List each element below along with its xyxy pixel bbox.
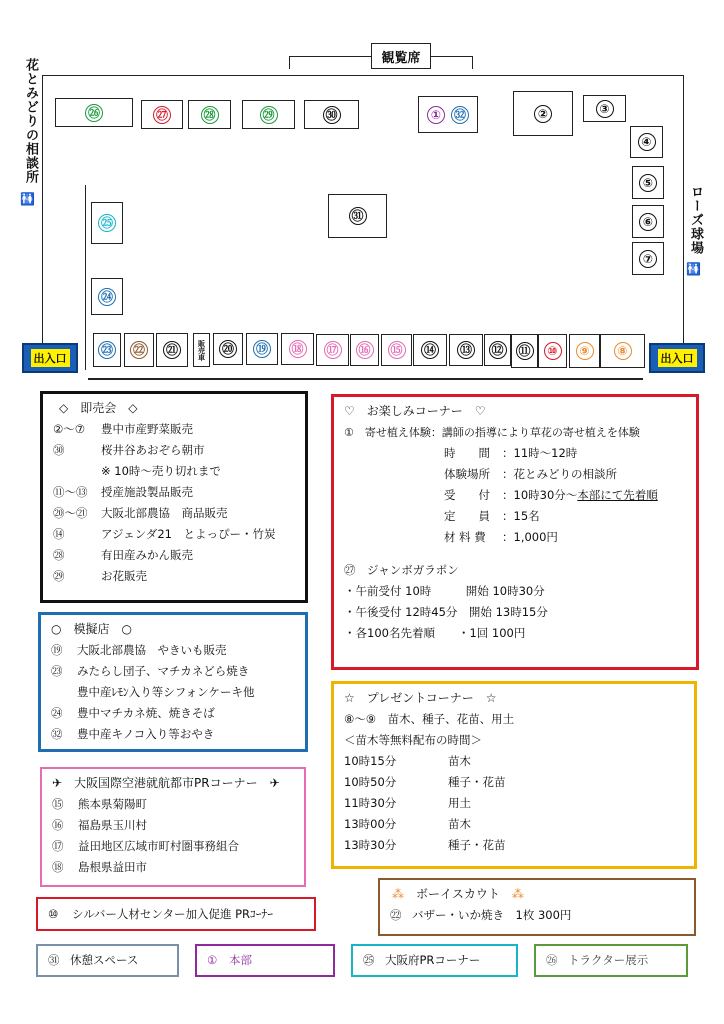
sales-item-row <box>53 440 295 461</box>
present-corner-section <box>331 681 697 869</box>
present-time-row <box>344 835 684 856</box>
legend-tractor: ㉖ トラクター展示 <box>534 944 688 977</box>
food-stall-item-key: ⑲ <box>51 643 63 657</box>
stall-15[interactable] <box>381 334 412 366</box>
present-time-row <box>344 793 684 814</box>
fun-detail-key: 材 料 費 <box>444 530 486 544</box>
stall-16[interactable] <box>350 334 379 366</box>
fun-detail-value: ：10時30分～ <box>502 488 578 502</box>
sales-item-key <box>53 461 101 482</box>
sales-item-key: ②～⑦ <box>53 422 86 436</box>
stall-number: ⑦ <box>639 250 657 268</box>
present-item: 種子・花苗 <box>448 838 506 852</box>
stall-7[interactable] <box>632 242 664 275</box>
stall-number: ⑱ <box>289 340 307 358</box>
stall-18[interactable] <box>281 333 314 365</box>
sales-item-value: 豊中市産野菜販売 <box>101 422 193 436</box>
stall-number: ⑰ <box>324 341 342 359</box>
present-time: 13時00分 <box>344 817 397 831</box>
airport-item-key: ⑰ <box>52 839 64 853</box>
sales-item-value: ※ 10時～売り切れまで <box>101 464 221 478</box>
fun-detail-key: 時 間 <box>444 446 490 460</box>
stall-number: ⑳ <box>219 340 237 358</box>
sales-item-row <box>53 503 295 524</box>
fun-event2: ㉗ ジャンボガラポン <box>344 563 459 577</box>
present-title: ☆ プレゼントコーナー ☆ <box>344 691 497 705</box>
food-stall-item-key: ㉜ <box>51 727 63 741</box>
stall-number: ⑫ <box>489 341 507 359</box>
silver-text: シルバー人材センター加入促進 PRｺｰﾅｰ <box>72 906 274 921</box>
sales-item-value: 桜井谷あおぞら朝市 <box>101 443 205 457</box>
food-stall-item-row <box>51 640 295 661</box>
stall-19[interactable] <box>246 333 278 365</box>
consultation-office-label: 花とみどりの相談所 <box>23 58 38 184</box>
sales-item-value: アジェンダ21 とよっぴー・竹炭 <box>101 527 276 541</box>
stall-number: ㉓ <box>98 341 116 359</box>
present-time: 11時30分 <box>344 796 397 810</box>
stall-10[interactable] <box>538 334 567 368</box>
fun-detail-key: 受 付 <box>444 488 490 502</box>
airport-item-key: ⑯ <box>52 818 64 832</box>
present-time: 10時50分 <box>344 775 397 789</box>
stall-3[interactable] <box>583 95 626 122</box>
boy-scout-section <box>378 878 696 936</box>
fleur-icon: ⁂ <box>392 887 404 901</box>
stall-number: ㉖ <box>85 104 103 122</box>
sales-item-value: 授産施設製品販売 <box>101 485 193 499</box>
silver-num: ⑩ <box>48 906 59 921</box>
sales-item-row <box>53 524 295 545</box>
stall-number: ⑲ <box>253 340 271 358</box>
fleur-icon: ⁂ <box>511 887 524 901</box>
garapon-line: ・午前受付 10時 開始 10時30分 <box>344 584 545 598</box>
stall-12[interactable] <box>484 334 511 366</box>
sales-item-key: ㉙ <box>53 569 65 583</box>
path-line <box>85 185 86 370</box>
sales-item-row <box>53 566 295 587</box>
airport-item-value: 福島県玉川村 <box>78 818 147 832</box>
present-times <box>344 751 684 856</box>
restroom-icon: 🚻 <box>686 262 701 276</box>
sales-item-key: ⑳～㉑ <box>53 506 88 520</box>
food-stall-item-key: ㉔ <box>51 706 63 720</box>
fun-detail-value: ：花とみどりの相談所 <box>502 467 617 481</box>
stall-13[interactable] <box>449 334 483 366</box>
stall-number: ㉗ <box>153 106 171 124</box>
legend-rest-space: ㉛ 休憩スペース <box>36 944 179 977</box>
stall-8[interactable] <box>600 334 645 368</box>
sales-vehicle[interactable] <box>193 333 210 367</box>
stall-number: ⑯ <box>356 341 374 359</box>
sales-item-row <box>53 482 295 503</box>
stall-20[interactable] <box>213 333 243 365</box>
food-stall-item-row <box>51 682 295 703</box>
fun-detail-key: 体験場所 <box>444 467 490 481</box>
stall-27[interactable] <box>141 100 183 129</box>
present-item: 苗木 <box>448 754 471 768</box>
stall-number: ⑬ <box>457 341 475 359</box>
present-time: 10時15分 <box>344 754 397 768</box>
legend-headquarters: ① 本部 <box>195 944 335 977</box>
stall-30[interactable] <box>304 100 359 129</box>
sales-item-key: ⑭ <box>53 527 65 541</box>
stall-5[interactable] <box>632 166 664 199</box>
bottom-line <box>88 378 643 380</box>
sales-item-value: 大阪北部農協 商品販売 <box>101 506 228 520</box>
rose-stadium-label: ローズ球場 <box>688 185 703 255</box>
present-time: 13時30分 <box>344 838 397 852</box>
stall-number: ③ <box>596 100 614 118</box>
stall-number: ⑨ <box>576 342 594 360</box>
airport-item-row <box>52 857 294 878</box>
stall-21[interactable] <box>156 333 188 367</box>
food-stalls-list <box>51 640 295 745</box>
airport-item-value: 島根県益田市 <box>78 860 147 874</box>
fun-detail-key: 定 員 <box>444 509 490 523</box>
stall-23[interactable] <box>93 333 121 367</box>
fun-corner-title: ♡ お楽しみコーナー ♡ <box>344 404 486 418</box>
spectator-label: 観覧席 <box>371 43 431 69</box>
stall-number: ① <box>427 106 445 124</box>
stall-6[interactable] <box>632 205 664 238</box>
sales-list <box>53 419 295 587</box>
boy-scout-item: ㉒ バザー・いか焼き 1枚 300円 <box>390 908 572 922</box>
stall-number: ㉚ <box>323 106 341 124</box>
airport-item-row <box>52 794 294 815</box>
present-item: 苗木 <box>448 817 471 831</box>
food-stall-item-value: 豊中マチカネ焼、焼きそば <box>77 706 215 720</box>
boy-scout-title: ⁂ ボーイスカウト ⁂ <box>392 887 524 901</box>
stall-number: ㉘ <box>201 106 219 124</box>
stall-9[interactable] <box>569 334 600 368</box>
fun-detail-value: ：11時～12時 <box>502 446 578 460</box>
stall-14[interactable] <box>413 334 447 366</box>
stall-1-32[interactable] <box>418 96 478 133</box>
airport-pr-section <box>40 767 306 887</box>
sales-item-key: ㉚ <box>53 443 65 457</box>
stall-26[interactable] <box>55 98 133 127</box>
present-time-row <box>344 772 684 793</box>
stall-number: ㉜ <box>451 106 469 124</box>
food-stall-item-row <box>51 703 295 724</box>
fun-detail-underline: 本部にて先着順 <box>577 488 658 502</box>
sales-item-key: ㉘ <box>53 548 65 562</box>
food-stall-item-key: ㉓ <box>51 664 63 678</box>
fun-detail-row <box>444 506 686 527</box>
airport-item-value: 熊本県菊陽町 <box>78 797 147 811</box>
stall-number: ㉑ <box>163 341 181 359</box>
stall-number: ㉙ <box>260 106 278 124</box>
present-item: 種子・花苗 <box>448 775 506 789</box>
sales-item-row <box>53 545 295 566</box>
fun-detail-row <box>444 464 686 485</box>
stall-17[interactable] <box>316 334 349 366</box>
present-time-row <box>344 751 684 772</box>
fun-detail-row <box>444 527 686 548</box>
garapon-line: ・午後受付 12時45分 開始 13時15分 <box>344 605 548 619</box>
airport-pr-title: ✈ 大阪国際空港就航都市PRコーナー ✈ <box>52 776 280 790</box>
stall-22[interactable] <box>124 333 154 367</box>
restroom-icon: 🚻 <box>20 192 35 206</box>
stall-25[interactable] <box>91 202 123 244</box>
sales-section <box>40 391 308 603</box>
stall-29[interactable] <box>242 100 295 129</box>
food-stall-item-key <box>51 682 77 703</box>
present-line1: ⑧～⑨ 苗木、種子、花苗、用土 <box>344 712 515 726</box>
garapon-schedule <box>344 581 686 644</box>
fun-event1: ① 寄せ植え体験：講師の指導により草花の寄せ植えを体験 <box>344 426 640 439</box>
sales-item-key: ⑪～⑬ <box>53 485 88 499</box>
legend-osaka-pr: ㉕ 大阪府PRコーナー <box>351 944 518 977</box>
silver-center-section <box>36 897 316 931</box>
fun-detail-row <box>444 485 686 506</box>
present-time-row <box>344 814 684 835</box>
stall-number: ㉛ <box>349 207 367 225</box>
food-stall-item-value: 豊中産キノコ入り等おやき <box>77 727 215 741</box>
stall-4[interactable] <box>630 126 663 158</box>
airport-item-key: ⑱ <box>52 860 64 874</box>
stall-2[interactable] <box>513 91 573 136</box>
fun-detail-row <box>444 443 686 464</box>
food-stalls-title: ○ 模擬店 ○ <box>51 622 132 636</box>
stall-number: ⑩ <box>544 342 562 360</box>
food-stall-item-value: 大阪北部農協 やきいも販売 <box>77 643 227 657</box>
stall-number: ⑧ <box>614 342 632 360</box>
stall-number: ⑥ <box>639 213 657 231</box>
airport-item-value: 益田地区広域市町村圏事務組合 <box>78 839 239 853</box>
present-item: 用土 <box>448 796 471 810</box>
sales-item-row <box>53 461 295 482</box>
exit-left[interactable]: 出入口 <box>22 343 78 373</box>
stall-number: ㉔ <box>98 288 116 306</box>
stall-number: ⑭ <box>421 341 439 359</box>
stall-number: ㉒ <box>130 341 148 359</box>
airport-item-key: ⑮ <box>52 797 64 811</box>
present-line2: ＜苗木等無料配布の時間＞ <box>344 733 482 747</box>
exit-right[interactable]: 出入口 <box>649 343 705 373</box>
garapon-line: ・各100名先着順 ・1回 100円 <box>344 626 526 640</box>
sales-item-value: お花販売 <box>101 569 147 583</box>
sales-title: ◇ 即売会 ◇ <box>59 401 138 415</box>
stall-number: ⑮ <box>388 341 406 359</box>
food-stall-item-row <box>51 661 295 682</box>
fun-detail-value: ：1,000円 <box>502 530 558 544</box>
airport-item-row <box>52 836 294 857</box>
stall-number: ㉕ <box>98 214 116 232</box>
stall-number: ② <box>534 105 552 123</box>
food-stall-item-value: みたらし団子、マチカネどら焼き <box>77 664 250 678</box>
stall-number: ④ <box>638 133 656 151</box>
fun-details <box>344 443 686 548</box>
stall-24[interactable] <box>91 278 123 315</box>
stall-11[interactable] <box>511 334 538 368</box>
sales-item-value: 有田産みかん販売 <box>101 548 193 562</box>
airport-item-row <box>52 815 294 836</box>
fun-detail-value: ：15名 <box>502 509 540 523</box>
sales-item-row <box>53 419 295 440</box>
fun-corner-section <box>331 394 699 670</box>
airport-pr-list <box>52 794 294 878</box>
stall-31[interactable] <box>328 194 387 238</box>
sales-vehicle-label: 販売車 <box>197 339 206 361</box>
stall-28[interactable] <box>188 100 231 129</box>
stall-number: ⑪ <box>516 342 534 360</box>
food-stalls-section <box>38 612 308 752</box>
stall-number: ⑤ <box>639 174 657 192</box>
food-stall-item-value: 豊中産ﾚﾓﾝ入り等シフォンケーキ他 <box>77 685 255 699</box>
food-stall-item-row <box>51 724 295 745</box>
